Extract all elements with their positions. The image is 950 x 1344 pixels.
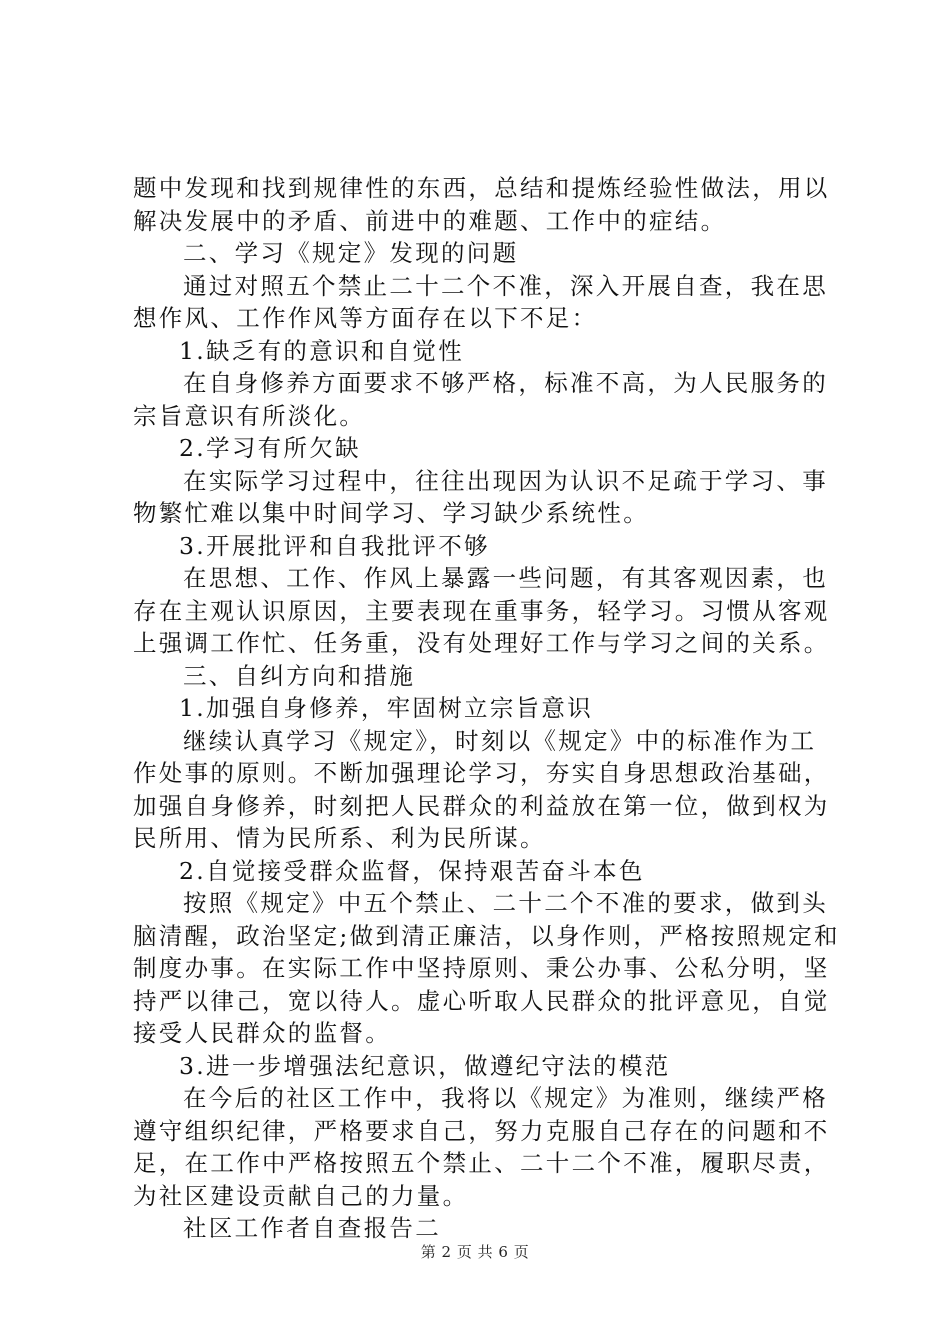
text-line: 继续认真学习《规定》，时刻以《规定》中的标准作为工	[183, 726, 817, 755]
document-body	[133, 172, 840, 1245]
text-line: 通过对照五个禁止二十二个不准，深入开展自查，我在思	[183, 271, 828, 300]
numbered-heading: 2.自觉接受群众监督，保持艰苦奋斗本色	[179, 856, 645, 885]
text-line: 民所用、情为民所系、利为民所谋。	[133, 824, 546, 852]
text-line: 持严以律己，宽以待人。虚心听取人民群众的批评意见，自觉	[133, 986, 830, 1015]
text-line: 题中发现和找到规律性的东西，总结和提炼经验性做法，用以	[133, 174, 830, 202]
section-heading: 三、自纠方向和措施	[183, 661, 416, 690]
text-line: 在今后的社区工作中，我将以《规定》为准则，继续严格	[183, 1084, 828, 1112]
text-line: 在思想、工作、作风上暴露一些问题，有其客观因素，也	[183, 564, 828, 592]
text-line: 解决发展中的矛盾、前进中的难题、工作中的症结。	[133, 206, 727, 235]
numbered-heading: 3.进一步增强法纪意识，做遵纪守法的模范	[179, 1051, 671, 1080]
page-number-footer: 第 2 页 共 6 页	[420, 1243, 530, 1261]
text-line: 加强自身修养，时刻把人民群众的利益放在第一位，做到权为	[133, 791, 830, 820]
text-line: 按照《规定》中五个禁止、二十二个不准的要求，做到头	[183, 889, 828, 917]
text-line: 接受人民群众的监督。	[133, 1019, 391, 1047]
numbered-heading: 2.学习有所欠缺	[179, 434, 361, 462]
text-line: 制度办事。在实际工作中坚持原则、秉公办事、公私分明，坚	[133, 954, 830, 982]
text-line: 脑清醒，政治坚定;做到清正廉洁，以身作则，严格按照规定和	[133, 921, 840, 950]
report-title: 社区工作者自查报告二	[183, 1214, 441, 1242]
text-line: 作处事的原则。不断加强理论学习，夯实自身思想政治基础，	[133, 759, 830, 787]
text-line: 宗旨意识有所淡化。	[133, 401, 366, 430]
numbered-heading: 3.开展批评和自我批评不够	[179, 531, 490, 560]
numbered-heading: 1.加强自身修养，牢固树立宗旨意识	[179, 694, 594, 722]
text-line: 存在主观认识原因，主要表现在重事务，轻学习。习惯从客观	[133, 596, 830, 625]
text-line: 物繁忙难以集中时间学习、学习缺少系统性。	[133, 499, 649, 527]
text-line: 足，在工作中严格按照五个禁止、二十二个不准，履职尽责，	[133, 1149, 830, 1177]
numbered-heading: 1.缺乏有的意识和自觉性	[179, 336, 465, 365]
section-heading: 二、学习《规定》发现的问题	[183, 239, 519, 267]
text-line: 在自身修养方面要求不够严格，标准不高，为人民服务的	[183, 369, 828, 397]
text-line: 想作风、工作作风等方面存在以下不足：	[133, 304, 598, 332]
text-line: 遵守组织纪律，严格要求自己，努力克服自己存在的问题和不	[133, 1116, 830, 1145]
text-line: 在实际学习过程中，往往出现因为认识不足疏于学习、事	[183, 466, 828, 495]
text-line: 上强调工作忙、任务重，没有处理好工作与学习之间的关系。	[133, 629, 830, 657]
text-line: 为社区建设贡献自己的力量。	[133, 1181, 469, 1210]
